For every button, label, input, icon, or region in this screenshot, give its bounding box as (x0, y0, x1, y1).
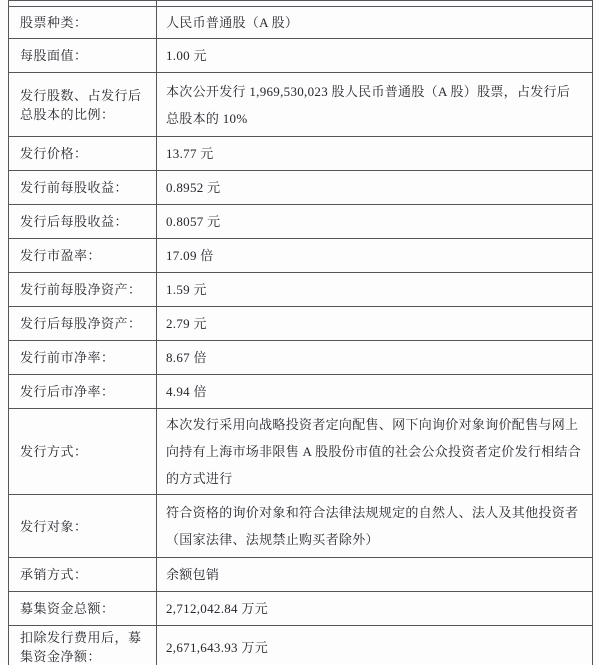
table-row (9, 592, 593, 626)
table-row (9, 375, 593, 409)
row-label: 发行股数、占发行后总股本的比例： (9, 73, 157, 137)
row-label: 发行后每股净资产： (9, 307, 157, 341)
table-row (9, 171, 593, 205)
table-body (9, 7, 593, 665)
row-value: 人民币普通股（A 股） (157, 7, 593, 39)
row-label: 每股面值： (9, 39, 157, 73)
table-row (9, 558, 593, 592)
table-row (9, 39, 593, 73)
row-value: 2.79 元 (157, 307, 593, 341)
row-value: 0.8057 元 (157, 205, 593, 239)
table-row (9, 239, 593, 273)
row-value: 13.77 元 (157, 137, 593, 171)
row-label: 发行前每股收益： (9, 171, 157, 205)
table-row (9, 495, 593, 558)
row-value: 2,712,042.84 万元 (157, 592, 593, 626)
row-value: 17.09 倍 (157, 239, 593, 273)
table-row (9, 205, 593, 239)
row-value: 余额包销 (157, 558, 593, 592)
row-label: 募集资金总额： (9, 592, 157, 626)
table-row (9, 273, 593, 307)
row-label: 承销方式： (9, 558, 157, 592)
row-value: 8.67 倍 (157, 341, 593, 375)
row-label: 发行前市净率： (9, 341, 157, 375)
table-row (9, 137, 593, 171)
row-value: 1.59 元 (157, 273, 593, 307)
row-label: 扣除发行费用后，募集资金净额： (9, 626, 157, 665)
row-label: 发行后市净率： (9, 375, 157, 409)
table-row (9, 73, 593, 137)
row-label: 发行方式： (9, 409, 157, 495)
row-label: 发行后每股收益： (9, 205, 157, 239)
stock-issuance-table (8, 0, 593, 665)
table-row (9, 307, 593, 341)
row-value: 本次公开发行 1,969,530,023 股人民币普通股（A 股）股票，占发行后总股本的 10% (157, 73, 593, 137)
row-label: 发行前每股净资产： (9, 273, 157, 307)
row-value: 1.00 元 (157, 39, 593, 73)
table-row (9, 7, 593, 39)
row-label: 发行价格： (9, 137, 157, 171)
table-row (9, 409, 593, 495)
row-value: 本次发行采用向战略投资者定向配售、网下向询价对象询价配售与网上向持有上海市场非限售 A 股股份市值的社会公众投资者定价发行相结合的方式进行 (157, 409, 593, 495)
row-label: 发行对象： (9, 495, 157, 558)
table-row (9, 626, 593, 665)
row-label: 股票种类： (9, 7, 157, 39)
table-row (9, 341, 593, 375)
row-value: 4.94 倍 (157, 375, 593, 409)
row-value: 2,671,643.93 万元 (157, 626, 593, 665)
row-value: 0.8952 元 (157, 171, 593, 205)
row-label: 发行市盈率： (9, 239, 157, 273)
row-value: 符合资格的询价对象和符合法律法规规定的自然人、法人及其他投资者（国家法律、法规禁止购买者除外） (157, 495, 593, 558)
